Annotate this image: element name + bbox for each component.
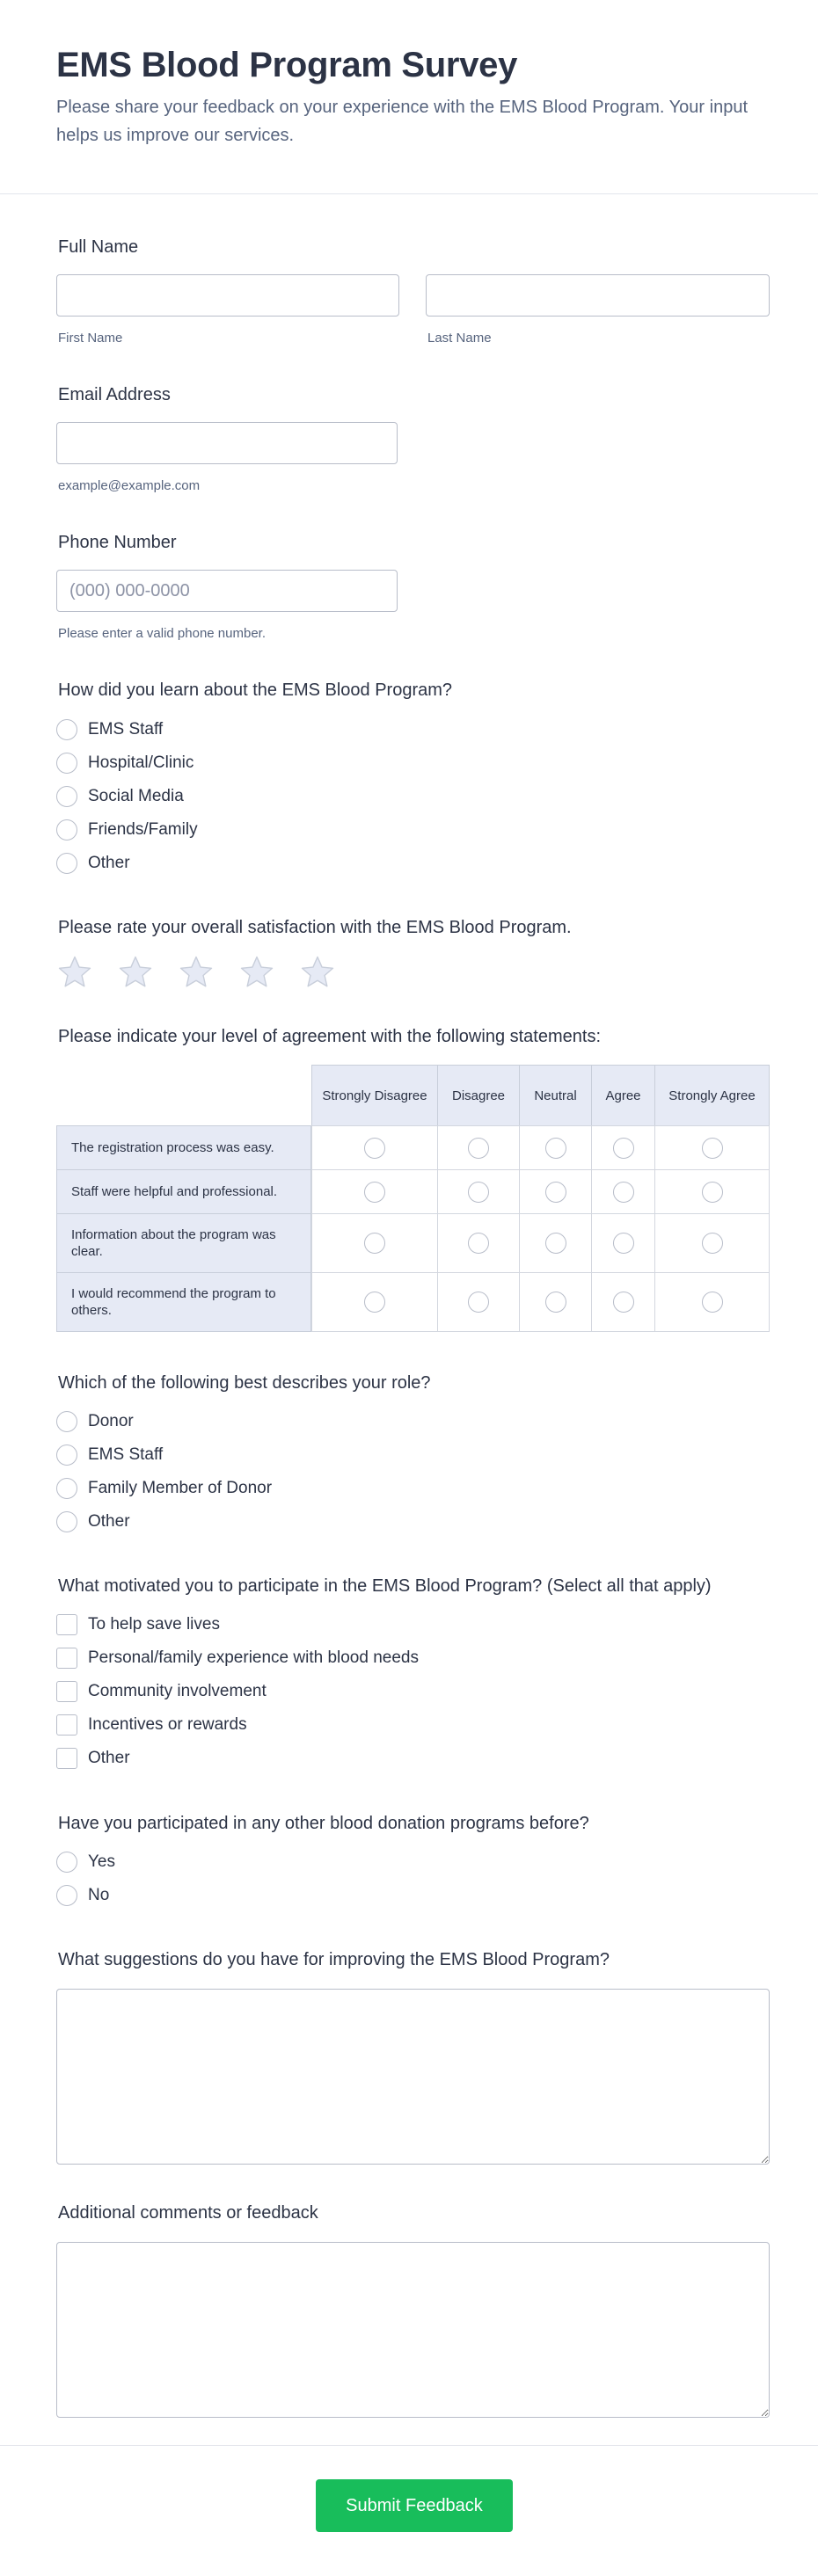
learn-option-ems-staff[interactable]: EMS Staff: [56, 718, 163, 741]
suggestions-textarea[interactable]: [56, 1989, 770, 2165]
checkbox[interactable]: [56, 1648, 77, 1669]
matrix-cell[interactable]: [311, 1272, 438, 1332]
radio-button[interactable]: [364, 1138, 385, 1159]
page-subtitle: Please share your feedback on your experience with the EMS Blood Program. Your input helps us improve our services.: [56, 98, 749, 145]
radio-button[interactable]: [702, 1292, 723, 1313]
matrix-column-agree: Agree: [591, 1065, 655, 1126]
learn-question-label: How did you learn about the EMS Blood Program?: [58, 680, 453, 700]
motivation-option-other[interactable]: Other: [56, 1747, 130, 1770]
submit-button[interactable]: Submit Feedback: [316, 2479, 513, 2532]
motivation-question-label: What motivated you to participate in the EMS Blood Program? (Select all that apply): [58, 1576, 712, 1596]
matrix-row-label: Information about the program was clear.: [56, 1213, 311, 1273]
checkbox[interactable]: [56, 1681, 77, 1702]
matrix-cell[interactable]: [591, 1169, 655, 1214]
matrix-cell[interactable]: [437, 1213, 520, 1273]
radio-button[interactable]: [364, 1292, 385, 1313]
radio-button[interactable]: [56, 1511, 77, 1532]
matrix-cell[interactable]: [519, 1125, 592, 1170]
radio-button[interactable]: [56, 1885, 77, 1906]
radio-button[interactable]: [364, 1182, 385, 1203]
learn-option-social-media[interactable]: Social Media: [56, 785, 184, 808]
other-programs-question-label: Have you participated in any other blood donation programs before?: [58, 1814, 589, 1833]
agreement-label: Please indicate your level of agreement with the following statements:: [58, 1027, 602, 1046]
star-icon-2[interactable]: [117, 954, 154, 991]
matrix-cell[interactable]: [591, 1125, 655, 1170]
motivation-option-personal-experience[interactable]: Personal/family experience with blood needs: [56, 1647, 419, 1670]
radio-button[interactable]: [468, 1182, 489, 1203]
radio-button[interactable]: [613, 1233, 634, 1254]
checkbox[interactable]: [56, 1714, 77, 1736]
radio-button[interactable]: [702, 1182, 723, 1203]
full-name-label: Full Name: [58, 237, 139, 257]
matrix-row-label: Staff were helpful and professional.: [56, 1169, 311, 1214]
matrix-cell[interactable]: [437, 1272, 520, 1332]
star-icon-5[interactable]: [299, 954, 336, 991]
role-option-ems-staff[interactable]: EMS Staff: [56, 1444, 163, 1466]
radio-button[interactable]: [545, 1292, 566, 1313]
matrix-row-label: I would recommend the program to others.: [56, 1272, 311, 1332]
radio-button[interactable]: [545, 1233, 566, 1254]
page-title: EMS Blood Program Survey: [56, 46, 518, 84]
radio-button[interactable]: [56, 819, 77, 840]
form-header: [0, 0, 818, 194]
radio-button[interactable]: [545, 1138, 566, 1159]
radio-button[interactable]: [56, 1478, 77, 1499]
radio-button[interactable]: [468, 1292, 489, 1313]
radio-button[interactable]: [613, 1182, 634, 1203]
matrix-column-strongly-disagree: Strongly Disagree: [311, 1065, 438, 1126]
comments-textarea[interactable]: [56, 2242, 770, 2418]
matrix-cell[interactable]: [519, 1272, 592, 1332]
radio-button[interactable]: [702, 1233, 723, 1254]
matrix-cell[interactable]: [591, 1272, 655, 1332]
matrix-cell[interactable]: [437, 1169, 520, 1214]
star-icon-4[interactable]: [238, 954, 275, 991]
last-name-input[interactable]: [426, 274, 770, 317]
first-name-input[interactable]: [56, 274, 399, 317]
radio-button[interactable]: [56, 719, 77, 740]
first-name-sublabel: First Name: [58, 331, 123, 346]
matrix-cell[interactable]: [654, 1125, 770, 1170]
matrix-cell[interactable]: [654, 1272, 770, 1332]
learn-option-hospital-clinic[interactable]: Hospital/Clinic: [56, 752, 194, 775]
matrix-row-label: The registration process was easy.: [56, 1125, 311, 1170]
phone-sublabel: Please enter a valid phone number.: [58, 626, 266, 641]
matrix-cell[interactable]: [311, 1213, 438, 1273]
role-option-donor[interactable]: Donor: [56, 1410, 134, 1433]
learn-option-other[interactable]: Other: [56, 852, 130, 875]
radio-button[interactable]: [56, 1444, 77, 1466]
form-footer: [0, 2445, 818, 2576]
radio-button[interactable]: [468, 1233, 489, 1254]
motivation-option-save-lives[interactable]: To help save lives: [56, 1613, 220, 1636]
radio-button[interactable]: [613, 1292, 634, 1313]
role-question-label: Which of the following best describes your role?: [58, 1373, 431, 1393]
radio-button[interactable]: [56, 786, 77, 807]
radio-button[interactable]: [364, 1233, 385, 1254]
star-icon-1[interactable]: [56, 954, 93, 991]
radio-button[interactable]: [468, 1138, 489, 1159]
matrix-cell[interactable]: [591, 1213, 655, 1273]
radio-button[interactable]: [702, 1138, 723, 1159]
checkbox[interactable]: [56, 1748, 77, 1769]
matrix-cell[interactable]: [311, 1169, 438, 1214]
matrix-cell[interactable]: [311, 1125, 438, 1170]
star-icon-3[interactable]: [178, 954, 215, 991]
comments-label: Additional comments or feedback: [58, 2203, 318, 2223]
radio-button[interactable]: [545, 1182, 566, 1203]
last-name-sublabel: Last Name: [427, 331, 492, 346]
phone-label: Phone Number: [58, 533, 177, 552]
agreement-matrix: [56, 1065, 770, 1332]
email-input[interactable]: [56, 422, 398, 464]
matrix-column-disagree: Disagree: [437, 1065, 520, 1126]
radio-button[interactable]: [56, 753, 77, 774]
phone-input[interactable]: [56, 570, 398, 612]
radio-button[interactable]: [56, 1852, 77, 1873]
other-programs-option-yes[interactable]: Yes: [56, 1851, 115, 1874]
radio-button[interactable]: [56, 1411, 77, 1432]
email-sublabel: example@example.com: [58, 478, 201, 493]
role-option-other[interactable]: Other: [56, 1510, 130, 1533]
matrix-cell[interactable]: [519, 1169, 592, 1214]
matrix-column-strongly-agree: Strongly Agree: [654, 1065, 770, 1126]
motivation-option-incentives[interactable]: Incentives or rewards: [56, 1714, 247, 1736]
matrix-cell[interactable]: [519, 1213, 592, 1273]
matrix-cell[interactable]: [437, 1125, 520, 1170]
matrix-column-neutral: Neutral: [519, 1065, 592, 1126]
suggestions-label: What suggestions do you have for improving the EMS Blood Program?: [58, 1950, 610, 1969]
other-programs-option-no[interactable]: No: [56, 1884, 109, 1907]
learn-option-friends-family[interactable]: Friends/Family: [56, 819, 198, 841]
radio-button[interactable]: [56, 853, 77, 874]
rating-label: Please rate your overall satisfaction with the EMS Blood Program.: [58, 918, 572, 937]
matrix-cell[interactable]: [654, 1169, 770, 1214]
radio-button[interactable]: [613, 1138, 634, 1159]
motivation-option-community[interactable]: Community involvement: [56, 1680, 267, 1703]
checkbox[interactable]: [56, 1614, 77, 1635]
email-label: Email Address: [58, 385, 171, 404]
role-option-family-member[interactable]: Family Member of Donor: [56, 1477, 272, 1500]
matrix-cell[interactable]: [654, 1213, 770, 1273]
